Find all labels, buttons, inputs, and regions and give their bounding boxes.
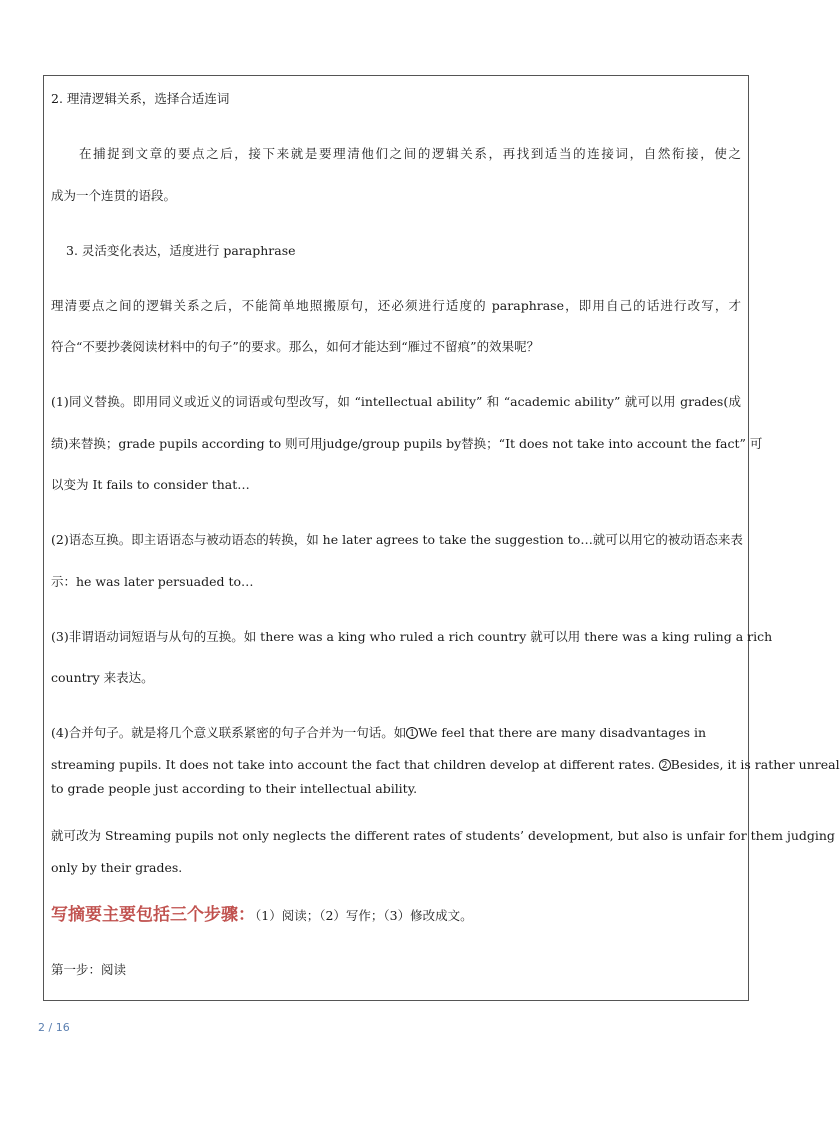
section2-heading: 2. 理清逻辑关系，选择合适连词 (51, 91, 230, 106)
method1-line3: 以变为 It fails to consider that… (51, 477, 250, 492)
method3-line2: country 来表达。 (51, 670, 154, 685)
method1-line1: (1)同义替换。即用同义或近义的词语或句型改写，如 “intellectual ability” 和 “academic ability” 就可以用 grades(成 (51, 394, 741, 409)
method4-line2 (51, 757, 840, 773)
section3-intro-line1: 理清要点之间的逻辑关系之后，不能简单地照搬原句，还必须进行适度的 paraphrase，即用自己的话进行改写，才 (51, 298, 741, 313)
section3-heading: 3. 灵活变化表达，适度进行 paraphrase (66, 243, 296, 258)
steps-line (51, 905, 473, 926)
method4-line1-text: (4)合并句子。就是将几个意义联系紧密的句子合并为一句话。如 (51, 725, 407, 740)
circled-number-1: 1 (406, 727, 418, 739)
steps-title: 写摘要主要包括三个步骤： (51, 905, 255, 925)
method4-line1-example: We feel that there are many disadvantages in (418, 725, 707, 740)
method2-line2: 示：he was later persuaded to… (51, 574, 254, 589)
steps-list: （1）阅读；（2）写作；（3）修改成文。 (255, 908, 473, 923)
method4-result-line1: 就可改为 Streaming pupils not only neglects the different rates of students’ development, but also is unfair for them judging (51, 828, 835, 843)
method4-line2-example: Besides, it is rather unreal (670, 757, 840, 772)
step1-label: 第一步：阅读 (51, 962, 127, 977)
method2-line1: (2)语态互换。即主语语态与被动语态的转换，如 he later agrees to take the suggestion to…就可以用它的被动语态来表 (51, 532, 743, 547)
method4-line3: to grade people just according to their intellectual ability. (51, 781, 418, 796)
circled-number-2: 2 (659, 759, 671, 771)
method4-result-line2: only by their grades. (51, 860, 183, 875)
method3-line1: (3)非谓语动词短语与从句的互换。如 there was a king who ruled a rich country 就可以用 there was a king ruling a rich (51, 629, 773, 644)
section2-paragraph-line1: 在捕捉到文章的要点之后，接下来就是要理清他们之间的逻辑关系，再找到适当的连接词，自然衔接，使之 (79, 146, 741, 161)
method4-line1 (51, 725, 706, 741)
page-number: 2 / 16 (38, 1021, 70, 1034)
method1-line2: 绩)来替换；grade pupils according to 则可用judge/group pupils by替换；“It does not take into account the fact” 可 (51, 436, 763, 451)
method4-line2-text: streaming pupils. It does not take into account the fact that children develop at different rates. (51, 757, 659, 772)
section3-intro-line2: 符合“不要抄袭阅读材料中的句子”的要求。那么，如何才能达到“雁过不留痕”的效果呢？ (51, 339, 540, 354)
section2-paragraph-line2: 成为一个连贯的语段。 (51, 188, 177, 203)
